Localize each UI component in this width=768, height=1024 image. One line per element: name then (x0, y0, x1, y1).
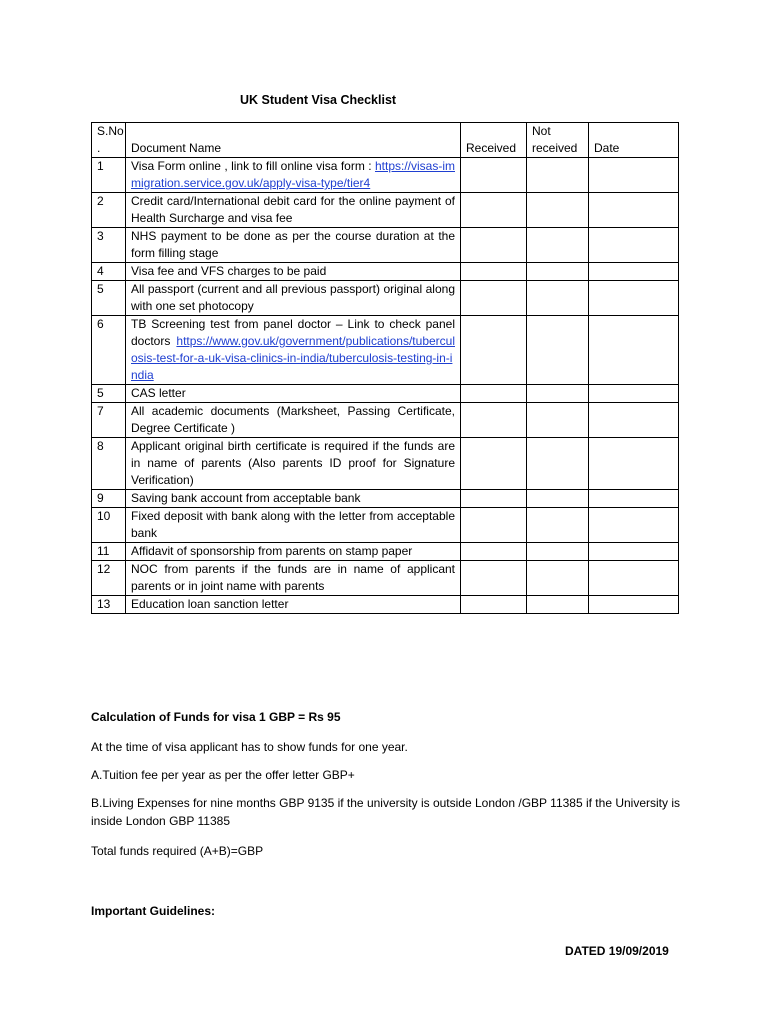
document-description: NOC from parents if the funds are in name of applicant parents or in joint name with parents (131, 562, 455, 593)
received-cell (461, 385, 527, 403)
document-name-cell (126, 263, 461, 281)
document-description: Visa fee and VFS charges to be paid (131, 264, 327, 278)
row-number: 5 (92, 281, 126, 316)
document-description: TB Screening test from panel doctor – Link to check panel doctors (131, 317, 455, 348)
row-number: 2 (92, 193, 126, 228)
table-row (92, 193, 679, 228)
date-cell (589, 543, 679, 561)
document-name-cell (126, 543, 461, 561)
not-received-cell (527, 438, 589, 490)
row-number: 12 (92, 561, 126, 596)
dated-label: DATED 19/09/2019 (565, 944, 669, 958)
not-received-cell (527, 596, 589, 614)
not-received-cell (527, 508, 589, 543)
document-name-cell (126, 193, 461, 228)
date-cell (589, 403, 679, 438)
document-description: Fixed deposit with bank along with the letter from acceptable bank (131, 509, 455, 540)
header-date: Date (589, 123, 679, 158)
not-received-cell (527, 316, 589, 385)
not-received-cell (527, 385, 589, 403)
date-cell (589, 228, 679, 263)
document-name-cell (126, 316, 461, 385)
document-name-cell (126, 438, 461, 490)
received-cell (461, 490, 527, 508)
document-description: Affidavit of sponsorship from parents on stamp paper (131, 544, 413, 558)
row-number: 13 (92, 596, 126, 614)
not-received-cell (527, 543, 589, 561)
funds-heading: Calculation of Funds for visa 1 GBP = Rs 95 (91, 710, 341, 724)
date-cell (589, 193, 679, 228)
received-cell (461, 228, 527, 263)
funds-note: At the time of visa applicant has to show funds for one year. (91, 740, 408, 754)
not-received-cell (527, 490, 589, 508)
document-name-cell (126, 490, 461, 508)
date-cell (589, 490, 679, 508)
document-name-cell (126, 403, 461, 438)
table-row (92, 490, 679, 508)
table-row (92, 438, 679, 490)
received-cell (461, 403, 527, 438)
table-row (92, 228, 679, 263)
document-name-cell (126, 385, 461, 403)
date-cell (589, 316, 679, 385)
document-description: Visa Form online , link to fill online visa form : (131, 159, 375, 173)
table-row (92, 263, 679, 281)
table-row (92, 316, 679, 385)
row-number: 6 (92, 316, 126, 385)
living-expenses-line: B.Living Expenses for nine months GBP 9135 if the university is outside London /GBP 11385 if the University is inside London GBP 11385 (91, 796, 680, 828)
document-name-cell (126, 228, 461, 263)
not-received-cell (527, 158, 589, 193)
row-number: 9 (92, 490, 126, 508)
row-number: 4 (92, 263, 126, 281)
table-row (92, 596, 679, 614)
row-number: 1 (92, 158, 126, 193)
total-funds-line: Total funds required (A+B)=GBP (91, 844, 264, 858)
document-description: Saving bank account from acceptable bank (131, 491, 361, 505)
received-cell (461, 561, 527, 596)
row-number: 3 (92, 228, 126, 263)
date-cell (589, 508, 679, 543)
row-number: 8 (92, 438, 126, 490)
received-cell (461, 596, 527, 614)
table-row (92, 543, 679, 561)
document-name-cell (126, 281, 461, 316)
document-description: All passport (current and all previous passport) original along with one set photocopy (131, 282, 455, 313)
not-received-cell (527, 263, 589, 281)
received-cell (461, 281, 527, 316)
received-cell (461, 193, 527, 228)
document-name-cell (126, 561, 461, 596)
table-row (92, 403, 679, 438)
received-cell (461, 158, 527, 193)
tuition-fee-line: A.Tuition fee per year as per the offer letter GBP+ (91, 768, 355, 782)
date-cell (589, 281, 679, 316)
not-received-cell (527, 193, 589, 228)
table-row (92, 158, 679, 193)
document-description: Education loan sanction letter (131, 597, 289, 611)
document-description: CAS letter (131, 386, 186, 400)
not-received-cell (527, 561, 589, 596)
document-name-cell (126, 596, 461, 614)
table-row (92, 385, 679, 403)
date-cell (589, 561, 679, 596)
checklist-table (91, 122, 679, 614)
table-row (92, 508, 679, 543)
date-cell (589, 438, 679, 490)
header-sno: S.No . (92, 123, 126, 158)
date-cell (589, 596, 679, 614)
document-name-cell (126, 508, 461, 543)
header-not-received: Not received (527, 123, 589, 158)
not-received-cell (527, 403, 589, 438)
received-cell (461, 543, 527, 561)
document-name-cell (126, 158, 461, 193)
received-cell (461, 263, 527, 281)
row-number: 7 (92, 403, 126, 438)
row-number: 11 (92, 543, 126, 561)
document-description: Applicant original birth certificate is required if the funds are in name of parents (Also parents ID proof for Signature Verification) (131, 439, 455, 487)
date-cell (589, 263, 679, 281)
page-title: UK Student Visa Checklist (240, 93, 397, 107)
header-document-name: Document Name (126, 123, 461, 158)
document-description: Credit card/International debit card for the online payment of Health Surcharge and visa fee (131, 194, 455, 225)
table-row (92, 561, 679, 596)
guidelines-heading: Important Guidelines: (91, 904, 216, 918)
document-description: All academic documents (Marksheet, Passing Certificate, Degree Certificate ) (131, 404, 455, 435)
date-cell (589, 385, 679, 403)
received-cell (461, 508, 527, 543)
header-received: Received (461, 123, 527, 158)
received-cell (461, 316, 527, 385)
table-row (92, 281, 679, 316)
document-link[interactable]: https://visas-immigration.service.gov.uk/apply-visa-type/tier4 (131, 159, 455, 190)
date-cell (589, 158, 679, 193)
table-header-row (92, 123, 679, 158)
document-link[interactable]: https://www.gov.uk/government/publications/tuberculosis-test-for-a-uk-visa-clinics-in-india/tuberculosis-testing-in-india (131, 334, 455, 382)
document-description: NHS payment to be done as per the course duration at the form filling stage (131, 229, 455, 260)
row-number: 10 (92, 508, 126, 543)
row-number: 5 (92, 385, 126, 403)
not-received-cell (527, 228, 589, 263)
not-received-cell (527, 281, 589, 316)
received-cell (461, 438, 527, 490)
